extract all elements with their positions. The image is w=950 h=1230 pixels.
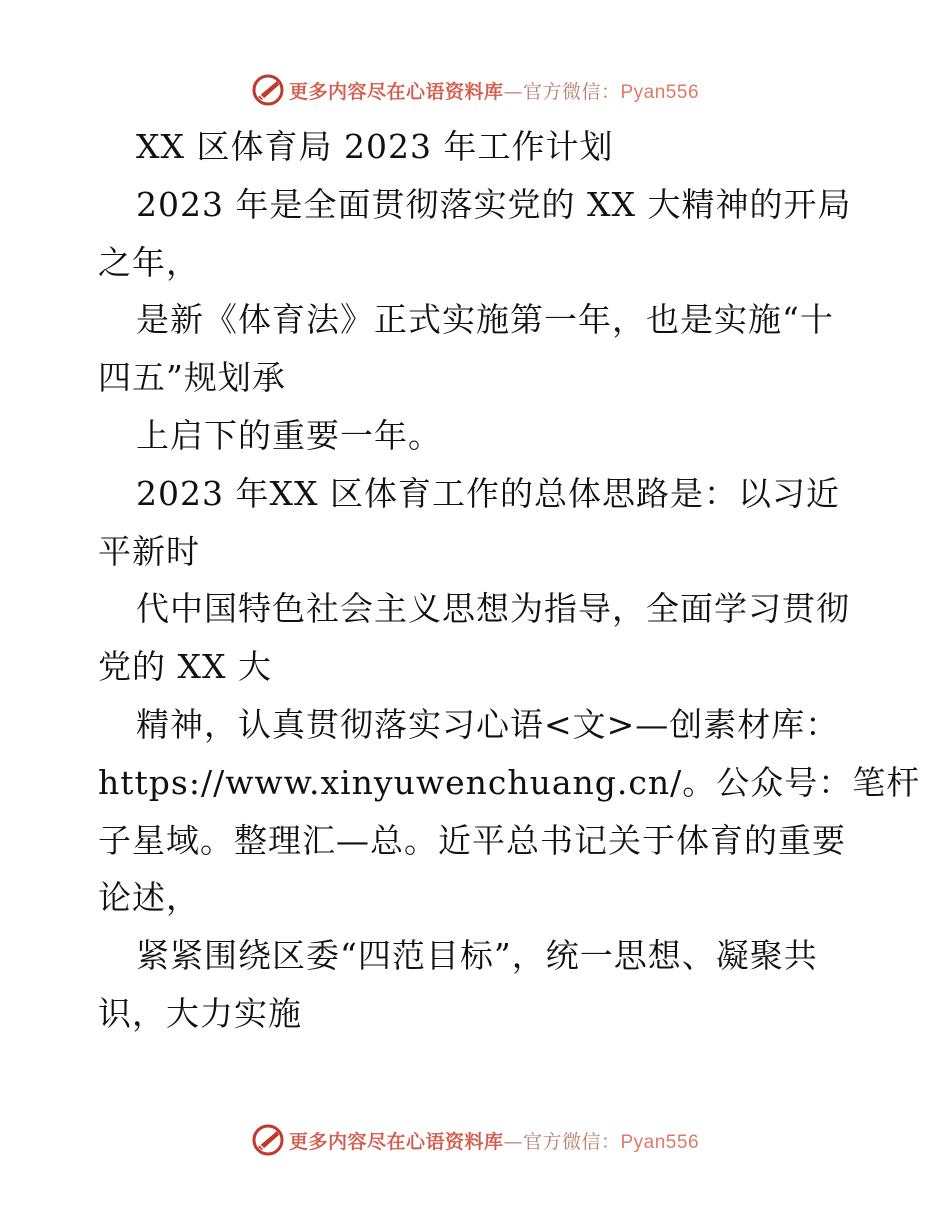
paragraph-line: https://www.xinyuwenchuang.cn/。公众号：笔杆: [98, 762, 921, 802]
paragraph-line: 精神，认真贯彻落实习心语<文>—创素材库：: [136, 704, 840, 744]
brand-logo-icon: [251, 1123, 285, 1157]
banner-dash: —: [503, 80, 523, 103]
document-body: [98, 118, 921, 1043]
paragraph-line: 2023 年XX 区体育工作的总体思路是：以习近: [136, 473, 840, 513]
document-title: XX 区体育局 2023 年工作计划: [136, 127, 614, 166]
banner-wechat-label: 官方微信：: [522, 80, 621, 103]
banner-main-text: 更多内容尽在心语资料库: [288, 1130, 504, 1153]
paragraph-line: 上启下的重要一年。: [136, 415, 442, 455]
paragraph-line: 紧紧围绕区委“四范目标”，统一思想、凝聚共: [136, 936, 818, 976]
header-banner: [0, 70, 950, 110]
footer-banner-text: [289, 1127, 699, 1154]
banner-wechat-id: Pyan556: [620, 81, 700, 103]
footer-banner: [0, 1120, 950, 1160]
paragraph-line: 代中国特色社会主义思想为指导，全面学习贯彻: [136, 589, 850, 629]
banner-dash: —: [503, 1130, 523, 1153]
paragraph-line: 四五”规划承: [98, 358, 286, 398]
banner-main-text: 更多内容尽在心语资料库: [288, 80, 504, 103]
paragraph-line: 之年，: [98, 242, 200, 282]
paragraph-line: 论述，: [98, 878, 200, 918]
paragraph-line: 平新时: [98, 531, 200, 571]
paragraph-line: 识，大力实施: [98, 993, 302, 1033]
paragraph-line: 子星域。整理汇—总。近平总书记关于体育的重要: [98, 820, 846, 860]
paragraph-line: 是新《体育法》正式实施第一年，也是实施“十: [136, 300, 834, 340]
banner-wechat-label: 官方微信：: [522, 1130, 621, 1153]
paragraph-line: 2023 年是全面贯彻落实党的 XX 大精神的开局: [136, 184, 852, 224]
brand-logo-icon: [251, 73, 285, 107]
paragraph-line: 党的 XX 大: [98, 647, 272, 687]
header-banner-text: [289, 77, 699, 104]
banner-wechat-id: Pyan556: [620, 1131, 700, 1153]
